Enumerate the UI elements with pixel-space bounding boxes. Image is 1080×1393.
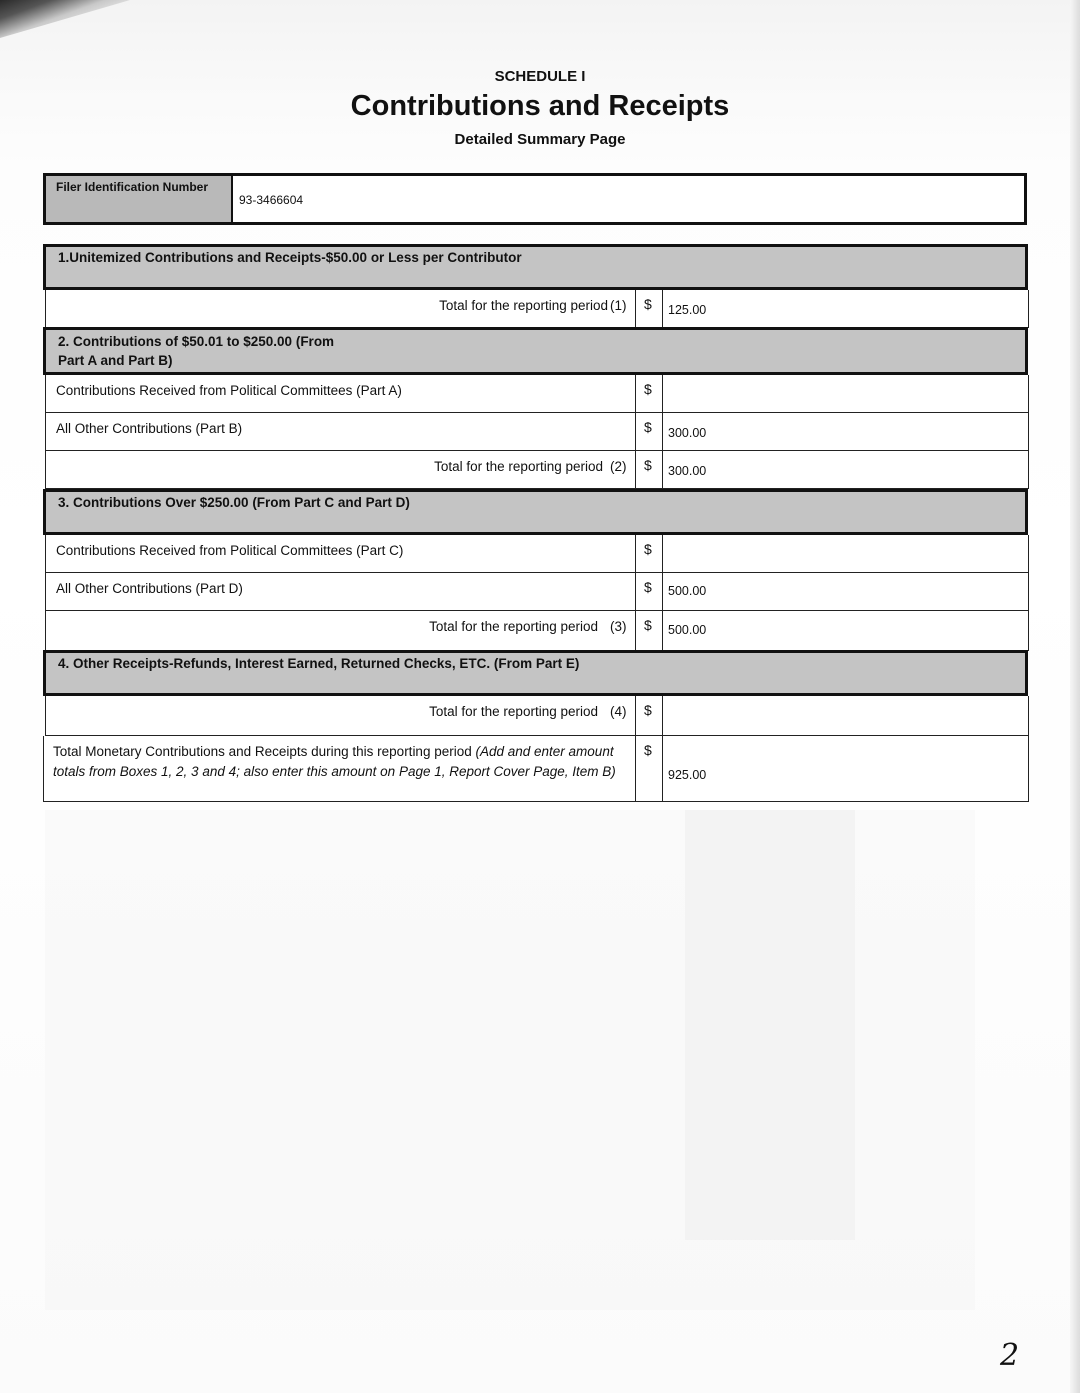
grand-total-instructions: (Add and enter amount totals from Boxes 1, 2, 3 and 4; also enter this amount on Page 1, Report Cover Page, Item B) [53, 744, 616, 779]
dollar-cell [635, 535, 663, 572]
dollar-sign: $ [644, 541, 652, 557]
line-number: (1) [610, 298, 627, 313]
section-1-heading [43, 244, 1028, 290]
amount-value: 125.00 [668, 303, 707, 317]
amount-value: 300.00 [668, 464, 707, 478]
dollar-sign: $ [644, 702, 652, 718]
section-3-part-c-row [45, 535, 1029, 573]
section-2-heading-line1: 2. Contributions of $50.01 to $250.00 (From [58, 334, 335, 349]
amount-value: 300.00 [668, 426, 707, 440]
section-2-heading [43, 327, 1028, 375]
handwritten-page-number: 2 [1000, 1338, 1020, 1373]
line-number: (4) [610, 704, 627, 719]
dollar-sign: $ [644, 617, 652, 633]
dollar-cell [635, 611, 663, 650]
dollar-cell [635, 375, 663, 412]
dollar-sign: $ [644, 742, 652, 758]
amount-value: 500.00 [668, 584, 707, 598]
section-4-heading-text: 4. Other Receipts-Refunds, Interest Earned, Returned Checks, ETC. (From Part E) [58, 656, 580, 671]
section-1-total-row [45, 290, 1029, 328]
dollar-sign: $ [644, 579, 652, 595]
section-3-heading-text: 3. Contributions Over $250.00 (From Part C and Part D) [58, 495, 410, 510]
total-label: Total for the reporting period [434, 459, 603, 474]
row-label: Contributions Received from Political Committees (Part A) [56, 383, 402, 398]
scan-corner-shadow [0, 0, 130, 38]
dollar-sign: $ [644, 419, 652, 435]
amount-value: 500.00 [668, 623, 707, 637]
section-2-total-row [45, 451, 1029, 489]
grand-total-label [53, 742, 631, 782]
dollar-cell [635, 696, 663, 735]
row-label: Contributions Received from Political Committees (Part C) [56, 543, 404, 558]
section-3-heading [43, 489, 1028, 535]
page-title: Contributions and Receipts [350, 90, 730, 122]
section-2-part-b-row [45, 413, 1029, 451]
row-label: All Other Contributions (Part D) [56, 581, 243, 596]
schedule-label: SCHEDULE I [494, 68, 586, 85]
grand-total-label-text: Total Monetary Contributions and Receipts during this reporting period [53, 744, 476, 759]
total-label: Total for the reporting period [439, 298, 608, 313]
grand-total-amount: 925.00 [668, 768, 707, 782]
line-number: (2) [610, 459, 627, 474]
dollar-cell [635, 573, 663, 610]
section-1-heading-text: 1.Unitemized Contributions and Receipts-$50.00 or Less per Contributor [58, 250, 522, 265]
section-2-heading-line2: Part A and Part B) [58, 353, 173, 368]
line-number: (3) [610, 619, 627, 634]
dollar-sign: $ [644, 381, 652, 397]
page-subtitle: Detailed Summary Page [454, 131, 626, 148]
filer-id-value: 93-3466604 [239, 193, 304, 207]
dollar-sign: $ [644, 296, 652, 312]
bleed-through-column [685, 810, 855, 1240]
filer-id-box [43, 173, 1027, 225]
section-3-part-d-row [45, 573, 1029, 611]
dollar-cell [635, 736, 663, 801]
dollar-cell [635, 451, 663, 488]
section-4-heading [43, 650, 1028, 696]
total-label: Total for the reporting period [429, 619, 598, 634]
section-2-part-a-row [45, 375, 1029, 413]
total-label: Total for the reporting period [429, 704, 598, 719]
dollar-cell [635, 413, 663, 450]
dollar-sign: $ [644, 457, 652, 473]
dollar-cell [635, 290, 663, 327]
section-3-total-row [45, 611, 1029, 651]
scan-edge [1070, 0, 1080, 1393]
section-4-total-row [45, 696, 1029, 736]
row-label: All Other Contributions (Part B) [56, 421, 243, 436]
filer-id-label: Filer Identification Number [46, 176, 233, 222]
grand-total-row [43, 736, 1029, 802]
